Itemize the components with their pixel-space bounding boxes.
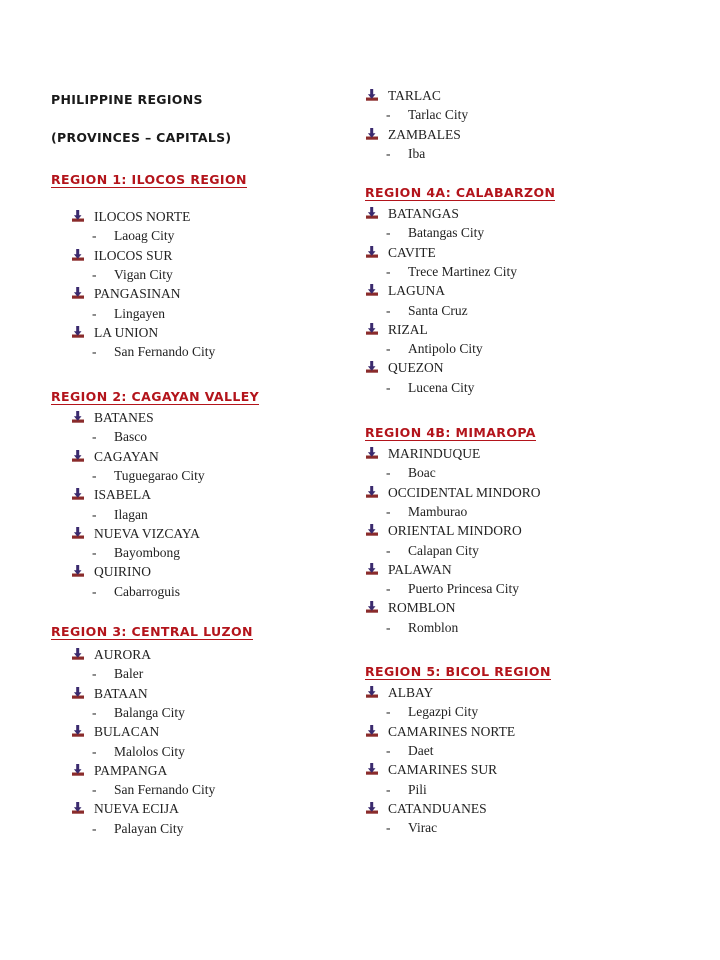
dash-marker: -	[92, 820, 97, 836]
capital-name: Ilagan	[114, 506, 148, 522]
dash-marker: -	[92, 305, 97, 321]
capital-name: Pili	[408, 781, 427, 797]
province-name: AURORA	[94, 647, 152, 662]
region-heading: REGION 5: BICOL REGION	[365, 664, 551, 679]
dash-marker: -	[92, 583, 97, 599]
arrow-down-bullet-icon	[366, 802, 378, 815]
capital-name: Romblon	[408, 619, 459, 635]
province-name: BATANGAS	[388, 206, 459, 221]
province-name: ORIENTAL MINDORO	[388, 523, 522, 539]
capital-name: Daet	[408, 742, 434, 758]
region-heading: REGION 2: CAGAYAN VALLEY	[51, 389, 260, 404]
capital-name: Calapan City	[408, 542, 479, 558]
arrow-down-bullet-icon	[72, 527, 84, 540]
arrow-down-bullet-icon	[72, 488, 84, 501]
arrow-down-bullet-icon	[72, 326, 84, 339]
capital-name: Iba	[408, 145, 426, 161]
dash-marker: -	[386, 820, 391, 836]
arrow-down-bullet-icon	[72, 725, 84, 738]
document-subtitle: (PROVINCES – CAPITALS)	[51, 130, 232, 145]
province-name: PANGASINAN	[94, 286, 181, 302]
arrow-down-bullet-icon	[366, 601, 378, 614]
dash-marker: -	[92, 666, 97, 682]
arrow-down-bullet-icon	[366, 246, 378, 259]
arrow-down-bullet-icon	[366, 361, 378, 374]
capital-name: Baler	[114, 666, 144, 682]
province-name: NUEVA ECIJA	[94, 801, 179, 817]
arrow-down-bullet-icon	[366, 323, 378, 336]
dash-marker: -	[92, 344, 97, 360]
capital-name: San Fernando City	[114, 344, 216, 360]
dash-marker: -	[386, 263, 391, 279]
capital-name: Tuguegarao City	[114, 467, 205, 483]
capital-name: Legazpi City	[408, 704, 479, 720]
province-name: PAMPANGA	[94, 762, 168, 778]
dash-marker: -	[386, 542, 391, 558]
province-name: ILOCOS SUR	[94, 247, 173, 263]
capital-name: Laoag City	[114, 228, 175, 244]
arrow-down-bullet-icon	[72, 687, 84, 700]
arrow-down-bullet-icon	[366, 128, 378, 141]
province-name: MARINDUQUE	[388, 446, 481, 461]
capital-name: Lingayen	[114, 305, 165, 321]
region-heading: REGION 3: CENTRAL LUZON	[51, 624, 253, 639]
province-name: ALBAY	[388, 685, 434, 700]
province-name: ROMBLON	[388, 600, 456, 616]
dash-marker: -	[386, 465, 391, 481]
dash-marker: -	[386, 107, 391, 123]
arrow-down-bullet-icon	[72, 249, 84, 262]
dash-marker: -	[92, 704, 97, 720]
arrow-down-bullet-icon	[366, 524, 378, 537]
capital-name: Bayombong	[114, 545, 180, 561]
capital-name: Virac	[408, 820, 438, 836]
province-name: CAVITE	[388, 244, 436, 260]
arrow-down-bullet-icon	[72, 287, 84, 300]
dash-marker: -	[92, 266, 97, 282]
capital-name: Trece Martinez City	[408, 263, 517, 279]
arrow-down-bullet-icon	[366, 725, 378, 738]
capital-name: Palayan City	[114, 820, 184, 836]
region-heading: REGION 4B: MIMAROPA	[365, 425, 536, 440]
dash-marker: -	[386, 619, 391, 635]
capital-name: Boac	[408, 465, 436, 481]
province-name: CAMARINES SUR	[388, 762, 498, 778]
province-name: NUEVA VIZCAYA	[94, 525, 200, 541]
capital-name: Basco	[114, 429, 147, 445]
dash-marker: -	[92, 429, 97, 445]
dash-marker: -	[386, 781, 391, 797]
dash-marker: -	[386, 379, 391, 395]
capital-name: Antipolo City	[408, 341, 483, 357]
arrow-down-bullet-icon	[366, 486, 378, 499]
dash-marker: -	[386, 145, 391, 161]
capital-name: Puerto Princesa City	[408, 581, 519, 597]
arrow-down-bullet-icon	[366, 284, 378, 297]
province-name: LA UNION	[94, 324, 159, 340]
province-name: TARLAC	[388, 88, 441, 103]
arrow-down-bullet-icon	[366, 207, 378, 220]
province-name: QUIRINO	[94, 564, 151, 580]
dash-marker: -	[92, 545, 97, 561]
arrow-down-bullet-icon	[366, 563, 378, 576]
arrow-down-bullet-icon	[366, 686, 378, 699]
province-name: BATANES	[94, 410, 154, 425]
document-title: PHILIPPINE REGIONS	[51, 92, 203, 107]
arrow-down-bullet-icon	[72, 210, 84, 223]
province-name: BULACAN	[94, 724, 160, 740]
capital-name: Cabarroguis	[114, 583, 180, 599]
region-heading: REGION 4A: CALABARZON	[365, 185, 556, 200]
dash-marker: -	[92, 506, 97, 522]
arrow-down-bullet-icon	[72, 450, 84, 463]
arrow-down-bullet-icon	[72, 764, 84, 777]
province-name: BATAAN	[94, 685, 148, 701]
dash-marker: -	[386, 704, 391, 720]
dash-marker: -	[386, 341, 391, 357]
capital-name: Lucena City	[408, 379, 475, 395]
arrow-down-bullet-icon	[366, 763, 378, 776]
arrow-down-bullet-icon	[72, 802, 84, 815]
arrow-down-bullet-icon	[72, 565, 84, 578]
province-name: CAMARINES NORTE	[388, 723, 516, 739]
arrow-down-bullet-icon	[72, 648, 84, 661]
province-name: ISABELA	[94, 487, 151, 503]
capital-name: Santa Cruz	[408, 302, 468, 318]
province-name: PALAWAN	[388, 561, 452, 577]
province-name: CATANDUANES	[388, 800, 487, 816]
arrow-down-bullet-icon	[72, 411, 84, 424]
capital-name: Tarlac City	[408, 107, 469, 123]
province-name: OCCIDENTAL MINDORO	[388, 484, 541, 500]
dash-marker: -	[386, 581, 391, 597]
province-name: CAGAYAN	[94, 448, 159, 464]
capital-name: Balanga City	[114, 704, 185, 720]
province-name: ILOCOS NORTE	[94, 209, 191, 224]
province-name: ZAMBALES	[388, 126, 461, 142]
capital-name: Malolos City	[114, 743, 185, 759]
capital-name: Vigan City	[114, 266, 173, 282]
capital-name: San Fernando City	[114, 782, 216, 798]
dash-marker: -	[92, 782, 97, 798]
dash-marker: -	[386, 742, 391, 758]
province-name: QUEZON	[388, 360, 444, 376]
dash-marker: -	[92, 743, 97, 759]
region-heading: REGION 1: ILOCOS REGION	[51, 172, 247, 187]
province-name: RIZAL	[388, 321, 428, 337]
dash-marker: -	[386, 302, 391, 318]
province-name: LAGUNA	[388, 283, 445, 299]
dash-marker: -	[386, 225, 391, 241]
capital-name: Batangas City	[408, 225, 485, 241]
dash-marker: -	[92, 467, 97, 483]
capital-name: Mamburao	[408, 503, 468, 519]
arrow-down-bullet-icon	[366, 89, 378, 102]
dash-marker: -	[92, 228, 97, 244]
dash-marker: -	[386, 503, 391, 519]
arrow-down-bullet-icon	[366, 447, 378, 460]
